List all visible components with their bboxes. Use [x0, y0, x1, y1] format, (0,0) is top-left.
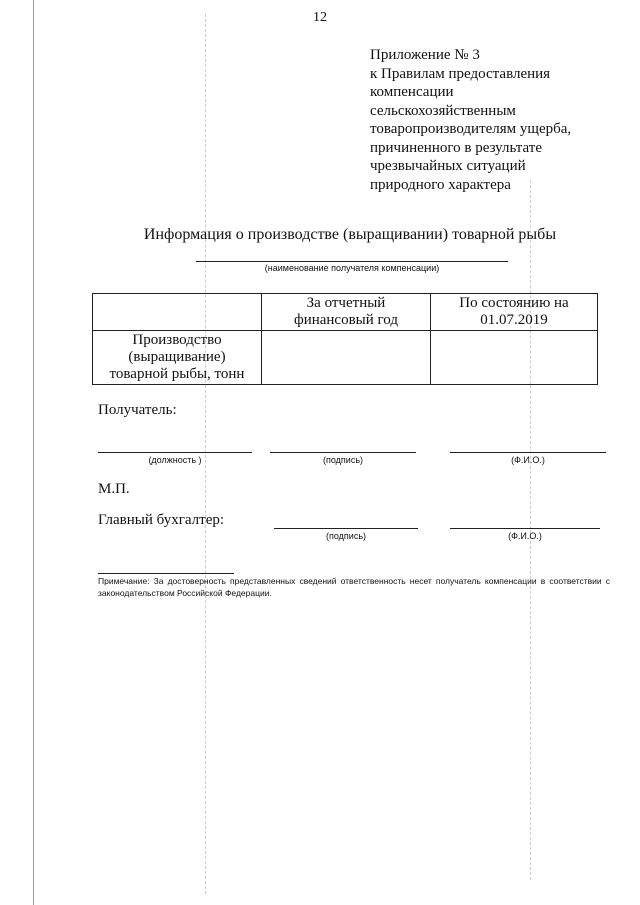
header-line: По состоянию на	[459, 295, 569, 311]
footnote: Примечание: За достоверность представленных сведений ответственность несет получатель компенсации в соответствии с законодательством Российской Федерации.	[98, 576, 610, 598]
accountant-name-caption: (Ф.И.О.)	[508, 531, 542, 541]
document-title: Информация о производстве (выращивании) товарной рыбы	[143, 226, 557, 243]
full-name-caption: (Ф.И.О.)	[511, 455, 545, 465]
header-line: 01.07.2019	[480, 312, 548, 328]
appendix-line: компенсации	[370, 84, 454, 100]
row-label-cell	[93, 331, 262, 385]
table-header-empty	[93, 294, 262, 331]
appendix-line: сельскохозяйственным	[370, 102, 516, 119]
table-header-row	[93, 294, 598, 331]
note-separator	[98, 573, 234, 574]
scan-fold-line	[205, 14, 206, 894]
header-line: За отчетный	[306, 295, 386, 311]
row-label-line: Производство	[132, 332, 222, 348]
stamp-placeholder: М.П.	[98, 481, 130, 497]
accountant-signature-caption: (подпись)	[325, 531, 367, 541]
scan-edge-line	[33, 0, 34, 905]
recipient-name-line	[196, 261, 508, 262]
table-header-cell	[431, 294, 598, 331]
row-label-line: (выращивание)	[128, 349, 226, 365]
recipient-name-caption: (наименование получателя компенсации)	[264, 263, 440, 273]
full-name-line[interactable]	[450, 452, 606, 453]
appendix-header	[370, 46, 620, 194]
appendix-line: чрезвычайных ситуаций	[370, 158, 526, 174]
recipient-label: Получатель:	[98, 402, 177, 418]
appendix-line: причиненного в результате	[370, 139, 542, 156]
signature-line[interactable]	[270, 452, 416, 453]
table-header-cell	[262, 294, 431, 331]
position-line[interactable]	[98, 452, 252, 453]
chief-accountant-label: Главный бухгалтер:	[98, 512, 225, 528]
value-cell[interactable]	[431, 331, 598, 385]
position-caption: (должность )	[148, 455, 202, 465]
fish-production-table	[92, 293, 598, 385]
row-label-line: товарной рыбы, тонн	[109, 366, 245, 382]
appendix-line: Приложение № 3	[370, 47, 480, 63]
header-line: финансовый год	[293, 312, 399, 328]
page-number: 12	[313, 10, 327, 25]
scan-fold-line	[530, 180, 531, 880]
accountant-name-line[interactable]	[450, 528, 600, 529]
value-cell[interactable]	[262, 331, 431, 385]
accountant-signature-line[interactable]	[274, 528, 418, 529]
appendix-line: товаропроизводителям ущерба,	[370, 121, 572, 137]
signature-caption: (подпись)	[322, 455, 364, 465]
appendix-line: природного характера	[370, 176, 511, 193]
appendix-line: к Правилам предоставления	[370, 65, 551, 82]
table-row	[93, 331, 598, 385]
